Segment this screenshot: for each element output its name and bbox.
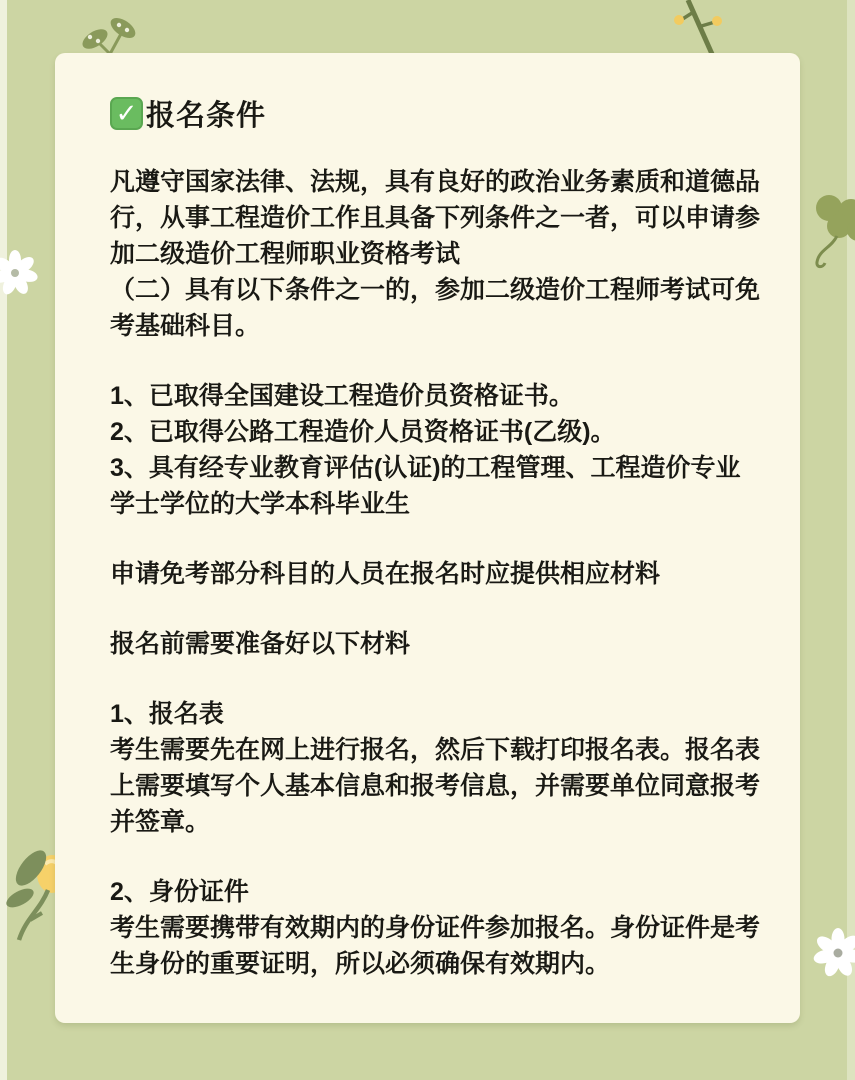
material-body: 考生需要携带有效期内的身份证件参加报名。身份证件是考生身份的重要证明，所以必须确保有效期内。 bbox=[110, 914, 761, 978]
white-flower-icon bbox=[0, 250, 38, 296]
exemption-list bbox=[110, 378, 760, 522]
sprout-icon bbox=[78, 2, 140, 56]
clover-icon bbox=[803, 192, 855, 272]
page-title: 报名条件 bbox=[146, 100, 267, 132]
intro-paragraph: 凡遵守国家法律、法规，具有良好的政治业务素质和道德品行，从事工程造价工作且具备下列条件之一者，可以申请参加二级造价工程师职业资格考试 bbox=[110, 168, 761, 268]
material-section-2 bbox=[110, 874, 760, 982]
list-item: 3、具有经专业教育评估(认证)的工程管理、工程造价专业学士学位的大学本科毕业生 bbox=[110, 454, 741, 518]
material-body: 考生需要先在网上进行报名，然后下载打印报名表。报名表上需要填写个人基本信息和报考信息，并需要单位同意报考并签章。 bbox=[110, 736, 761, 836]
content-card bbox=[55, 53, 800, 1023]
check-icon: ✓ bbox=[110, 97, 143, 130]
material-heading: 2、身份证件 bbox=[110, 878, 249, 906]
title-row bbox=[110, 93, 760, 134]
materials-intro: 报名前需要准备好以下材料 bbox=[110, 630, 411, 658]
exemption-note: 申请免考部分科目的人员在报名时应提供相应材料 bbox=[110, 560, 661, 588]
white-flower-icon bbox=[813, 928, 855, 978]
list-item: 1、已取得全国建设工程造价员资格证书。 bbox=[110, 382, 574, 410]
exemption-intro-paragraph: （二）具有以下条件之一的，参加二级造价工程师考试可免考基础科目。 bbox=[110, 276, 761, 340]
twig-icon bbox=[645, 0, 727, 56]
right-edge-strip bbox=[847, 0, 855, 1080]
material-section-1 bbox=[110, 696, 760, 840]
material-heading: 1、报名表 bbox=[110, 700, 224, 728]
list-item: 2、已取得公路工程造价人员资格证书(乙级)。 bbox=[110, 418, 616, 446]
